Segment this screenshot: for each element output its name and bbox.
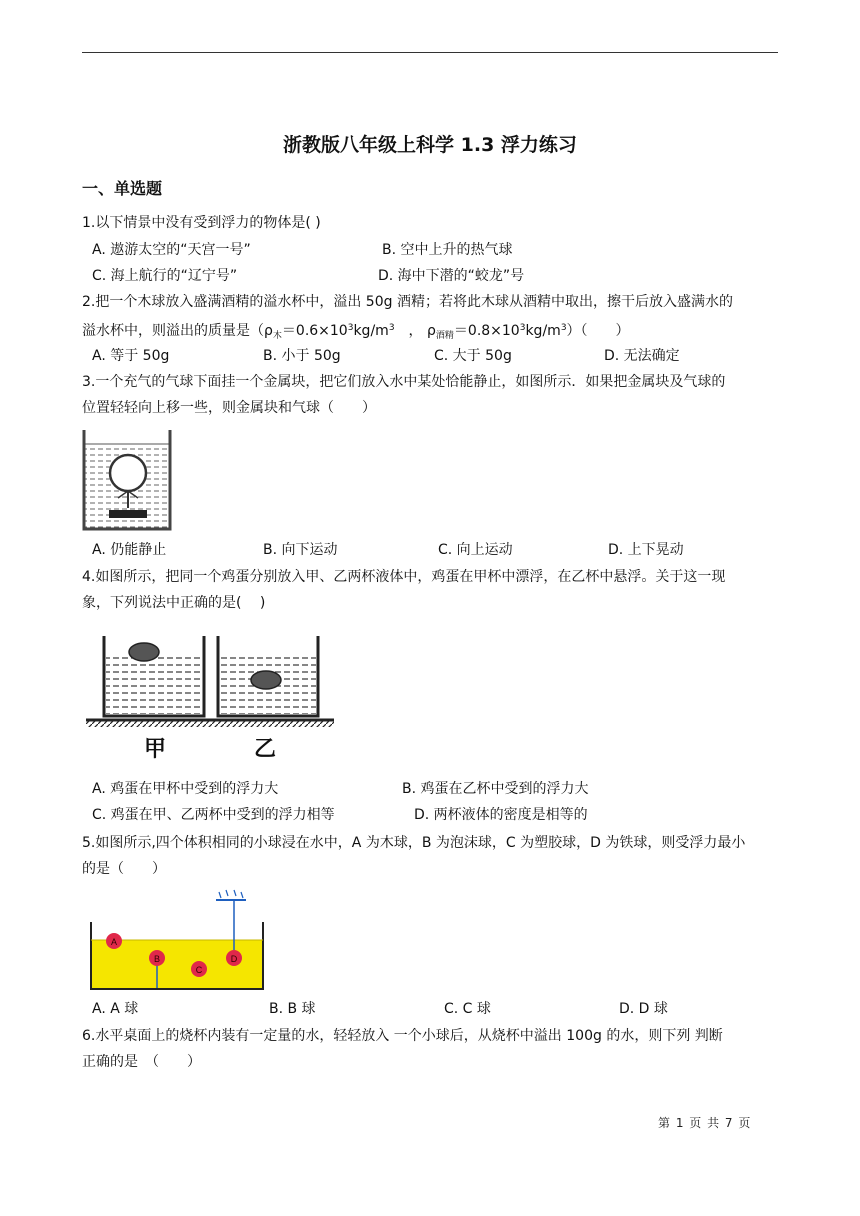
q5-option-b[interactable]: B. B 球 — [269, 1001, 316, 1017]
q2-sub-alcohol: 酒精 — [435, 331, 454, 341]
q2-text-g: ）（ ） — [566, 323, 630, 339]
q2-option-a[interactable]: A. 等于 50g — [92, 348, 170, 364]
question-6-stem — [82, 1023, 782, 1075]
page-number: 第 1 页 共 7 页 — [658, 1116, 752, 1130]
q2-sup-4: 3 — [560, 323, 567, 333]
q2-sup-1: 3 — [347, 323, 354, 333]
q5-line1: 5.如图所示,四个体积相同的小球浸在水中，A 为木球，B 为泡沫球，C 为塑胶球，D 为铁球，则受浮力最小 — [82, 835, 746, 851]
q2-text-c: kg/m — [353, 323, 389, 339]
page-title: 浙教版八年级上科学 1.3 浮力练习 — [283, 134, 577, 156]
q2-line2 — [82, 315, 782, 349]
q5-line2: 的是（ ） — [82, 861, 166, 877]
question-1-stem: 1.以下情景中没有受到浮力的物体是( ) — [82, 215, 321, 231]
q4-label-jia: 甲 — [144, 737, 167, 762]
ball-a — [106, 933, 122, 949]
q4-option-a[interactable]: A. 鸡蛋在甲杯中受到的浮力大 — [92, 781, 279, 797]
q2-text-d: ， ρ — [408, 323, 436, 339]
q2-sup-3: 3 — [519, 323, 526, 333]
q2-text-e: ＝0.8×10 — [453, 323, 520, 339]
q2-option-d[interactable]: D. 无法确定 — [604, 348, 680, 364]
q1-option-b[interactable]: B. 空中上升的热气球 — [382, 242, 513, 258]
q6-line1: 6.水平桌面上的烧杯内装有一定量的水，轻轻放入 一个小球后，从烧杯中溢出 100g 的水，则下列 判断 — [82, 1028, 723, 1044]
q2-option-b[interactable]: B. 小于 50g — [263, 348, 341, 364]
q3-line1: 3.一个充气的气球下面挂一个金属块，把它们放入水中某处恰能静止，如图所示．如果把金属块及气球的 — [82, 374, 726, 390]
q4-line1: 4.如图所示，把同一个鸡蛋分别放入甲、乙两杯液体中，鸡蛋在甲杯中漂浮，在乙杯中悬浮。关于这一现 — [82, 569, 726, 585]
q3-option-c[interactable]: C. 向上运动 — [438, 542, 513, 558]
svg-text:A: A — [110, 937, 118, 947]
q3-option-d[interactable]: D. 上下晃动 — [608, 542, 684, 558]
q5-figure-four-balls — [86, 886, 268, 992]
q2-sub-wood: 木 — [272, 331, 282, 341]
q4-option-d[interactable]: D. 两杯液体的密度是相等的 — [414, 807, 588, 823]
q1-option-d[interactable]: D. 海中下潜的“蛟龙”号 — [378, 268, 525, 284]
q1-option-a[interactable]: A. 遨游太空的“天宫一号” — [92, 242, 251, 258]
q2-text-f: kg/m — [525, 323, 561, 339]
ball-c — [191, 961, 207, 977]
svg-text:B: B — [153, 954, 161, 964]
q5-option-c[interactable]: C. C 球 — [444, 1001, 491, 1017]
ball-b — [149, 950, 165, 966]
q2-line1: 2.把一个木球放入盛满酒精的溢水杯中，溢出 50g 酒精；若将此木球从酒精中取出，擦干后放入盛满水的 — [82, 294, 733, 310]
svg-text:C: C — [195, 965, 203, 975]
q1-option-c[interactable]: C. 海上航行的“辽宁号” — [92, 268, 238, 284]
section-heading: 一、单选题 — [82, 179, 163, 198]
q5-option-d[interactable]: D. D 球 — [619, 1001, 668, 1017]
ball-d — [226, 950, 242, 966]
q6-line2: 正确的是 （ ） — [82, 1054, 201, 1070]
q3-figure-balloon-beaker — [82, 428, 172, 532]
q2-option-c[interactable]: C. 大于 50g — [434, 348, 512, 364]
question-5-stem — [82, 830, 782, 882]
q4-line2: 象，下列说法中正确的是( ) — [82, 595, 266, 611]
q4-figure-egg-cups — [86, 634, 336, 764]
svg-text:D: D — [230, 954, 238, 964]
q4-option-c[interactable]: C. 鸡蛋在甲、乙两杯中受到的浮力相等 — [92, 807, 335, 823]
question-4-stem — [82, 564, 782, 616]
q3-line2: 位置轻轻向上移一些，则金属块和气球（ ） — [82, 400, 376, 416]
q2-text-b: ＝0.6×10 — [281, 323, 348, 339]
q2-sup-2: 3 — [388, 323, 395, 333]
header-rule — [82, 52, 778, 53]
question-2-stem — [82, 289, 782, 349]
question-3-stem — [82, 369, 782, 421]
q3-option-a[interactable]: A. 仍能静止 — [92, 542, 167, 558]
q4-option-b[interactable]: B. 鸡蛋在乙杯中受到的浮力大 — [402, 781, 589, 797]
q2-text-a: 溢水杯中，则溢出的质量是（ρ — [82, 323, 273, 339]
q3-option-b[interactable]: B. 向下运动 — [263, 542, 338, 558]
q5-option-a[interactable]: A. A 球 — [92, 1001, 139, 1017]
q4-label-yi: 乙 — [254, 737, 277, 762]
